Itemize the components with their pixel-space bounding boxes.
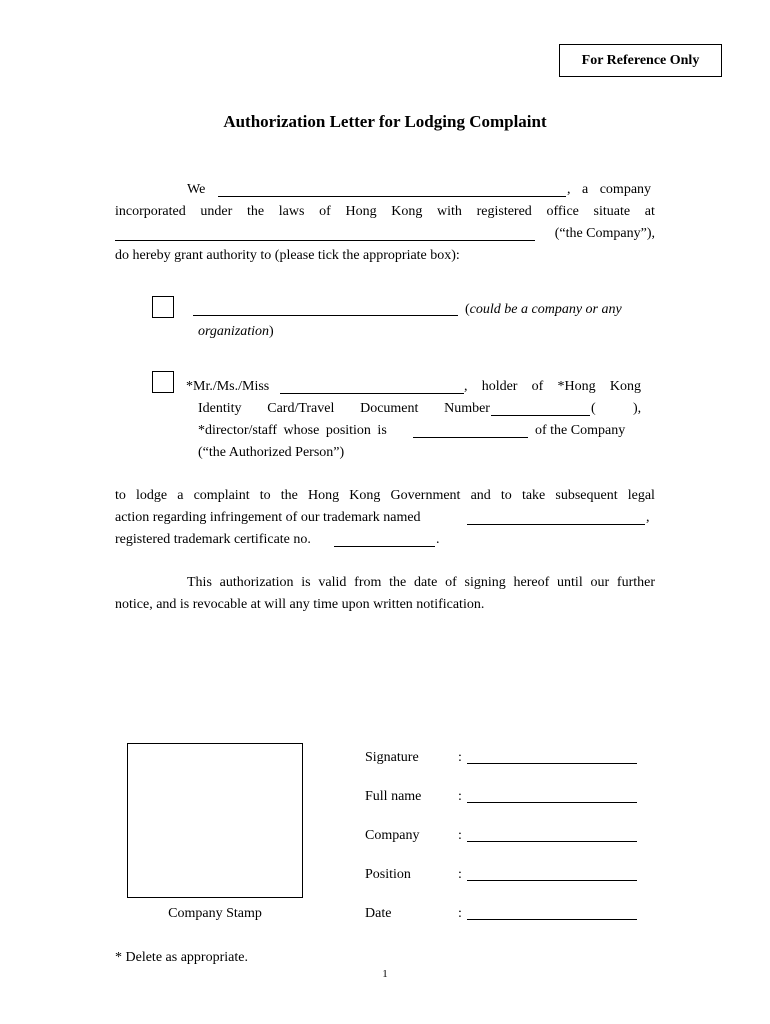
body-word: Kong: [349, 488, 381, 503]
intro-word: registered: [476, 204, 532, 219]
signature-colon: :: [458, 750, 462, 765]
company-colon: :: [458, 828, 462, 843]
option-company-hint: (could be a company or any: [465, 302, 622, 317]
holder-word: ,: [464, 379, 468, 394]
footnote: * Delete as appropriate.: [115, 950, 248, 965]
id-word: Identity: [198, 401, 242, 416]
document-title: Authorization Letter for Lodging Complaint: [223, 112, 547, 131]
certificate-number-blank[interactable]: [334, 533, 435, 547]
intro-a-company: [567, 183, 655, 197]
of-the-company-text: of the Company: [535, 423, 626, 438]
date-colon: :: [458, 906, 462, 921]
reference-only-label: For Reference Only: [581, 52, 700, 68]
signature-blank[interactable]: [467, 763, 637, 764]
intro-word: under: [200, 204, 233, 219]
certificate-no-text: registered trademark certificate no.: [115, 532, 311, 547]
company-name-blank[interactable]: [218, 183, 566, 197]
position-blank[interactable]: [413, 424, 528, 438]
full-name-label: Full name: [365, 789, 422, 804]
reference-only-badge: [559, 44, 722, 77]
intro-word: Hong: [345, 204, 377, 219]
body-word: complaint: [193, 488, 250, 503]
intro-word: situate: [593, 204, 631, 219]
intro-word: at: [644, 204, 655, 219]
body-word: take: [521, 488, 546, 503]
company-stamp-box[interactable]: [127, 743, 303, 898]
body-line-1: [115, 489, 655, 503]
body-word: Government: [390, 488, 461, 503]
grant-authority-text: do hereby grant authority to (please tick the appropriate box):: [115, 248, 460, 263]
position-label: Position: [365, 867, 411, 882]
body-word: the: [280, 488, 298, 503]
holder-word: holder: [481, 379, 518, 394]
the-company-text: (“the Company”),: [554, 226, 655, 241]
trademark-comma: ,: [646, 510, 650, 525]
signature-label: Signature: [365, 750, 419, 765]
body-word: legal: [627, 488, 655, 503]
company-label: Company: [365, 828, 420, 843]
body-word: and: [470, 488, 491, 503]
position-colon: :: [458, 867, 462, 882]
person-name-blank[interactable]: [280, 380, 464, 394]
body-word: a: [177, 488, 184, 503]
intro-we: We: [187, 182, 206, 197]
full-name-colon: :: [458, 789, 462, 804]
position-signature-blank[interactable]: [467, 880, 637, 881]
body-word: to: [259, 488, 271, 503]
id-word: Number: [444, 401, 490, 416]
certificate-period: .: [436, 532, 440, 547]
intro-word: of: [319, 204, 331, 219]
body-word: lodge: [136, 488, 168, 503]
intro-word: office: [546, 204, 579, 219]
id-word: Document: [360, 401, 419, 416]
holder-word: *Hong: [557, 379, 596, 394]
intro-word: the: [246, 204, 265, 219]
person-title-text: *Mr./Ms./Miss: [186, 379, 270, 394]
paren-open: (: [591, 401, 596, 416]
option-company-hint-text-2: organization: [198, 324, 270, 339]
intro-a-company-text: , a company: [567, 182, 652, 197]
identity-document-row: [198, 402, 490, 416]
body-word: to: [500, 488, 512, 503]
intro-word: laws: [278, 204, 305, 219]
intro-word: incorporated: [115, 204, 186, 219]
authorized-person-text: (“the Authorized Person”): [198, 445, 345, 460]
body-word: subsequent: [555, 488, 618, 503]
trademark-name-blank[interactable]: [467, 511, 645, 525]
validity-line-1: This authorization is valid from the date of signing hereof until our further: [187, 575, 655, 590]
holder-word: Kong: [609, 379, 641, 394]
trademark-named-text: action regarding infringement of our trademark named: [115, 510, 421, 525]
option-person-checkbox[interactable]: [152, 371, 174, 393]
organization-name-blank[interactable]: [193, 302, 458, 316]
date-blank[interactable]: [467, 919, 637, 920]
intro-word: with: [437, 204, 462, 219]
date-label: Date: [365, 906, 392, 921]
company-blank[interactable]: [467, 841, 637, 842]
body-word: Hong: [307, 488, 340, 503]
holder-word: of: [531, 379, 544, 394]
validity-line-2: notice, and is revocable at will any time upon written notification.: [115, 597, 485, 612]
document-number-blank[interactable]: [491, 402, 590, 416]
company-stamp-label: Company Stamp: [168, 906, 262, 921]
option-company-checkbox[interactable]: [152, 296, 174, 318]
option-company-hint-2: organization): [198, 324, 274, 339]
registered-office-blank[interactable]: [115, 227, 535, 241]
intro-word: Kong: [391, 204, 423, 219]
id-word: Card/Travel: [267, 401, 335, 416]
intro-line-2: [115, 205, 655, 219]
director-staff-text: *director/staff whose position is: [198, 423, 387, 438]
full-name-blank[interactable]: [467, 802, 637, 803]
body-word: to: [115, 488, 126, 503]
paren-close: ),: [633, 401, 642, 416]
holder-of-hkid: [464, 380, 641, 394]
option-company-hint-text: could be a company or any: [469, 302, 622, 317]
page-number: 1: [382, 968, 388, 980]
